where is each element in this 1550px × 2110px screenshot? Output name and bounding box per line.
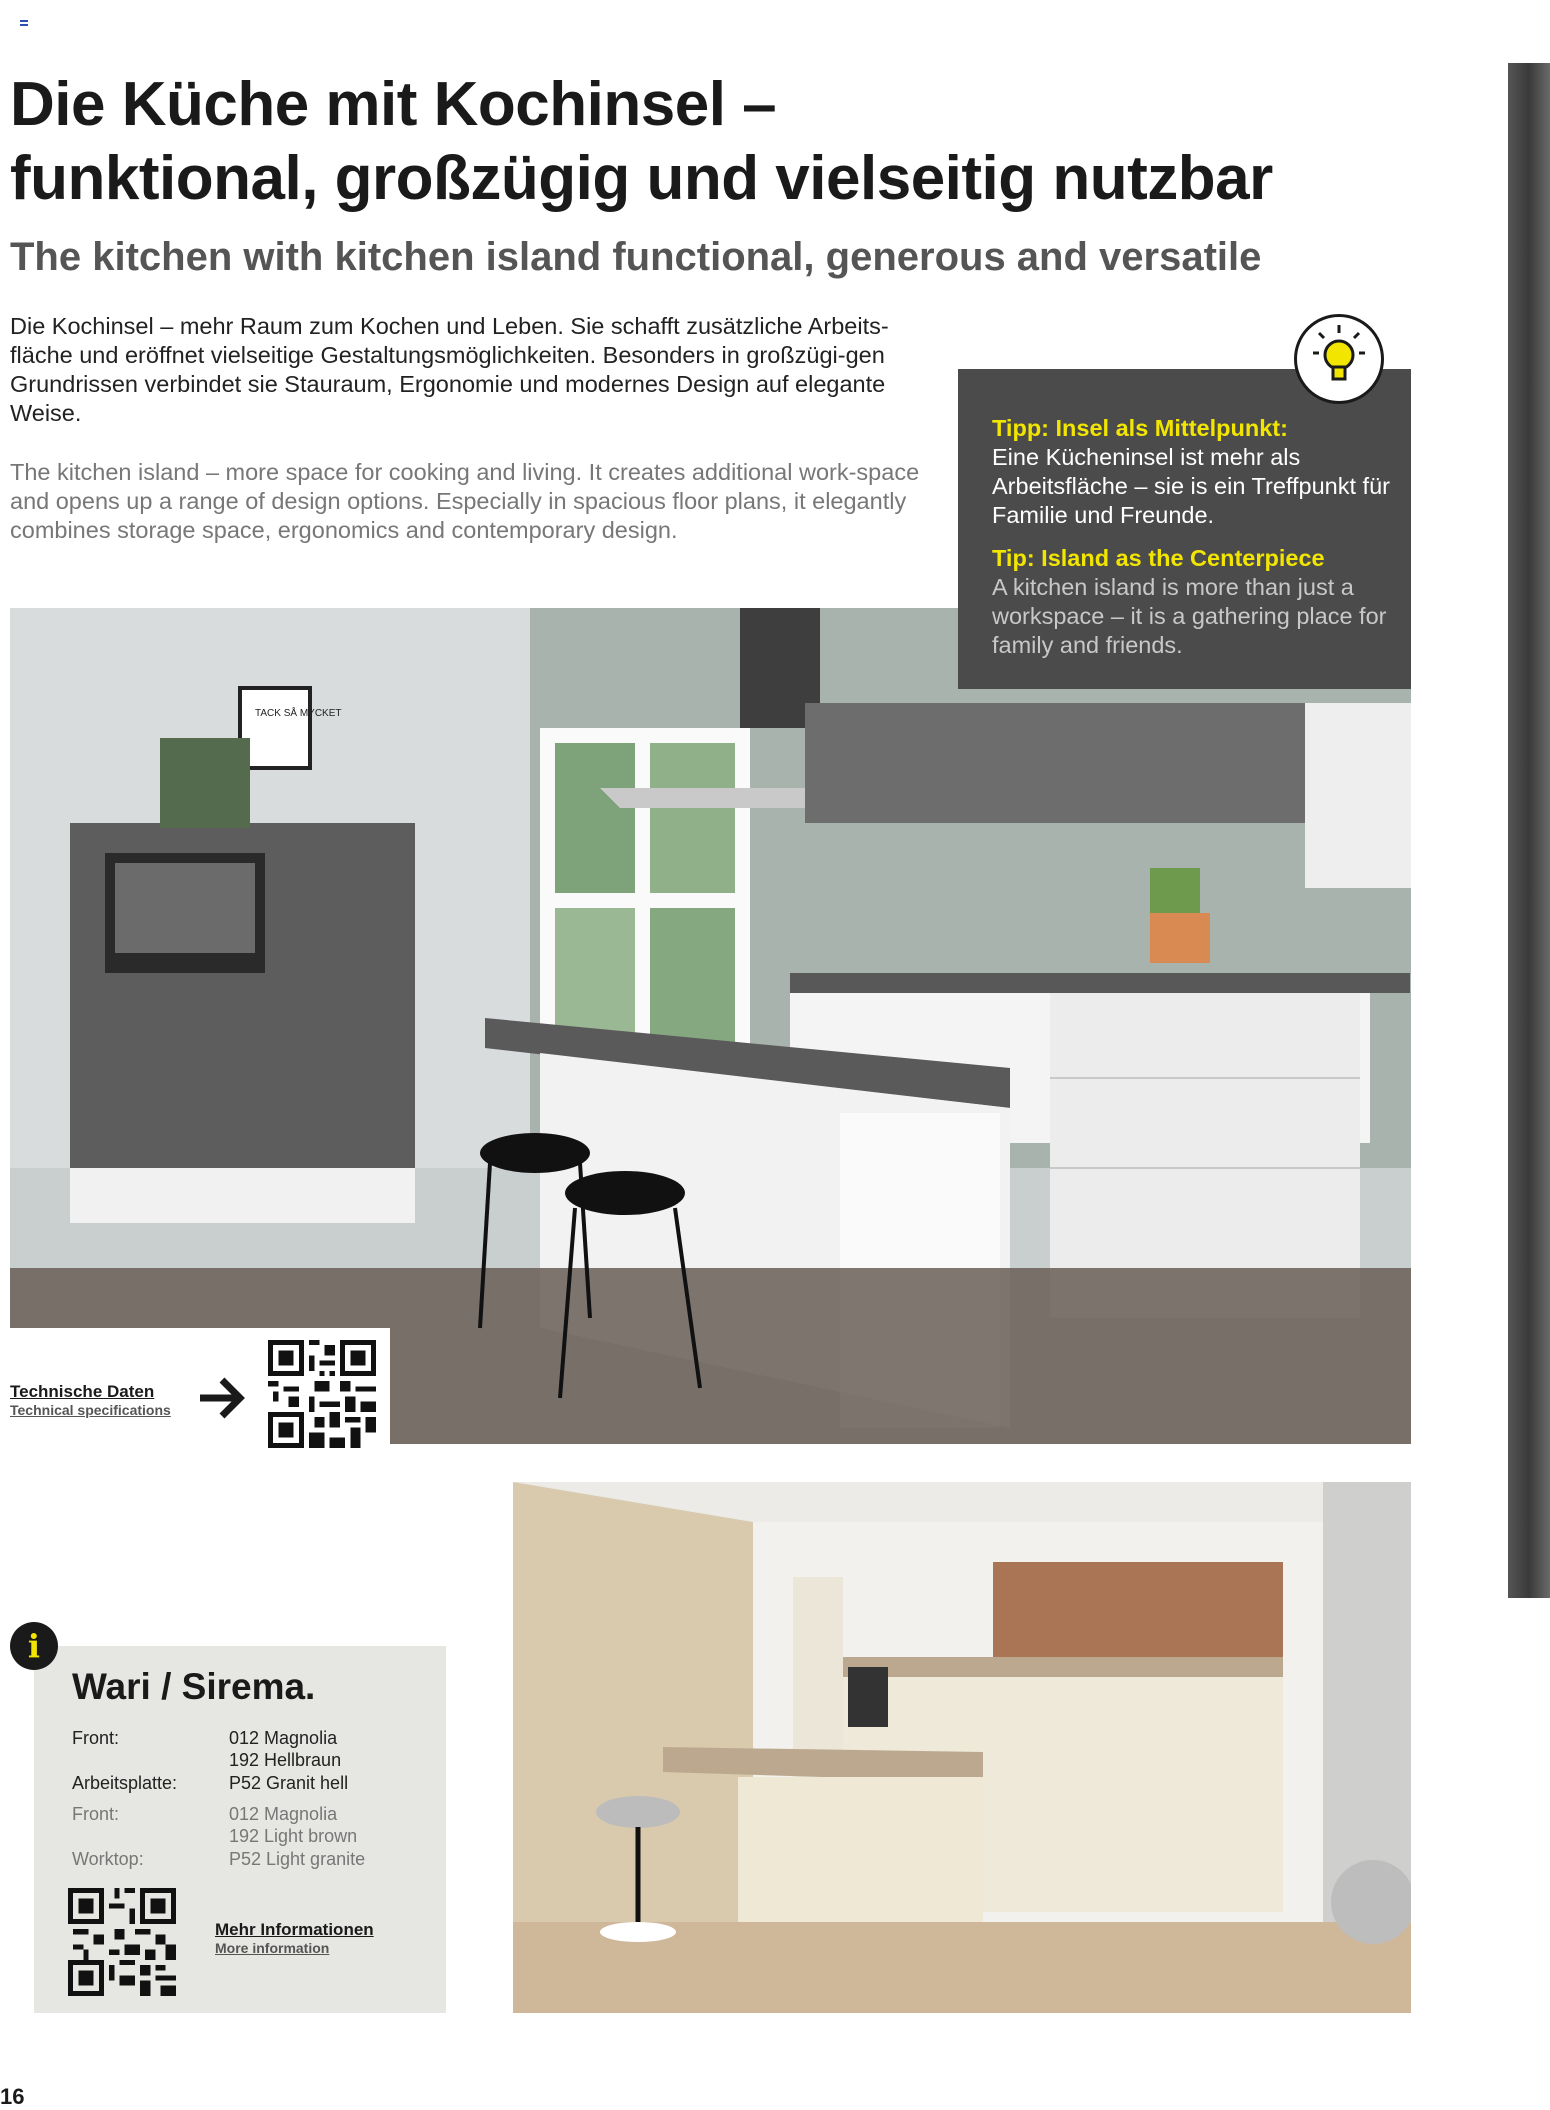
spec-value-front-en: 012 Magnolia 192 Light brown [229, 1804, 358, 1846]
lightbulb-icon [1294, 314, 1384, 404]
spec-value-worktop-de: P52 Granit hell [229, 1773, 349, 1793]
intro-text-en: The kitchen island – more space for cooking and living. It creates additional work-space and opens up a range of design options. Especially in spacious floor plans, it elegantly combines storage space, ergonomics and contemporary design. [10, 459, 920, 543]
product-brand: Wari / Sirema. [72, 1666, 316, 1707]
more-info-link-de[interactable]: Mehr Informationen [215, 1920, 374, 1939]
page-title [10, 68, 1390, 216]
kitchen-sirema-illustration [513, 1482, 1411, 2013]
tech-link-en[interactable]: Technical specifications [10, 1402, 171, 1418]
tip-box [958, 369, 1411, 689]
kitchen-island-illustration [10, 608, 1411, 1444]
tip-content [992, 414, 1392, 660]
kitchen-sirema-photo [513, 1482, 1411, 2013]
kitchen-island-photo [10, 608, 1411, 1444]
arrow-right-icon [196, 1372, 248, 1424]
page-subtitle: The kitchen with kitchen island functional, generous and versatile [10, 235, 1262, 279]
tip-title-de: Tipp: Insel als Mittelpunkt: [992, 415, 1288, 441]
lightbulb-glyph [1297, 317, 1381, 401]
info-icon: i [10, 1622, 58, 1670]
spec-label-front-en: Front: [72, 1804, 120, 1824]
spec-value-front-de: 012 Magnolia 192 Hellbraun [229, 1728, 342, 1770]
next-page-edge [1508, 63, 1550, 1598]
spec-label-front-de: Front: [72, 1728, 120, 1748]
page-title-line1: Die Küche mit Kochinsel – [10, 70, 777, 139]
qr-code-technical[interactable] [268, 1340, 376, 1448]
tip-text-de: Eine Kücheninsel ist mehr als Arbeitsfläche – sie is ein Treffpunkt für Familie und Freunde. [992, 444, 1390, 528]
qr-code-more-info[interactable] [68, 1888, 176, 1996]
spec-label-worktop-en: Worktop: [72, 1849, 144, 1869]
page-title-line2: funktional, großzügig und vielseitig nutzbar [10, 144, 1273, 213]
spec-label-worktop-de: Arbeitsplatte: [72, 1773, 178, 1793]
spec-value-worktop-en: P52 Light granite [229, 1849, 366, 1869]
tip-text-en: A kitchen island is more than just a workspace – it is a gathering place for family and friends. [992, 574, 1387, 658]
page-number: 16 [0, 2084, 25, 2109]
menu-mark-icon[interactable] [20, 20, 28, 26]
poster-text: TACK SÅ MYCKET [255, 708, 342, 719]
tip-title-en: Tip: Island as the Centerpiece [992, 545, 1325, 571]
intro-text-de: Die Kochinsel – mehr Raum zum Kochen und Leben. Sie schafft zusätzliche Arbeits-fläche und eröffnet vielseitige Gestaltungsmöglichkeiten. Besonders in großzügi-gen Grundrissen verbindet sie Stauraum, Ergonomie und modernes Design auf elegante Weise. [10, 313, 889, 426]
more-info-link-en[interactable]: More information [215, 1940, 330, 1956]
tech-link-de[interactable]: Technische Daten [10, 1382, 155, 1401]
